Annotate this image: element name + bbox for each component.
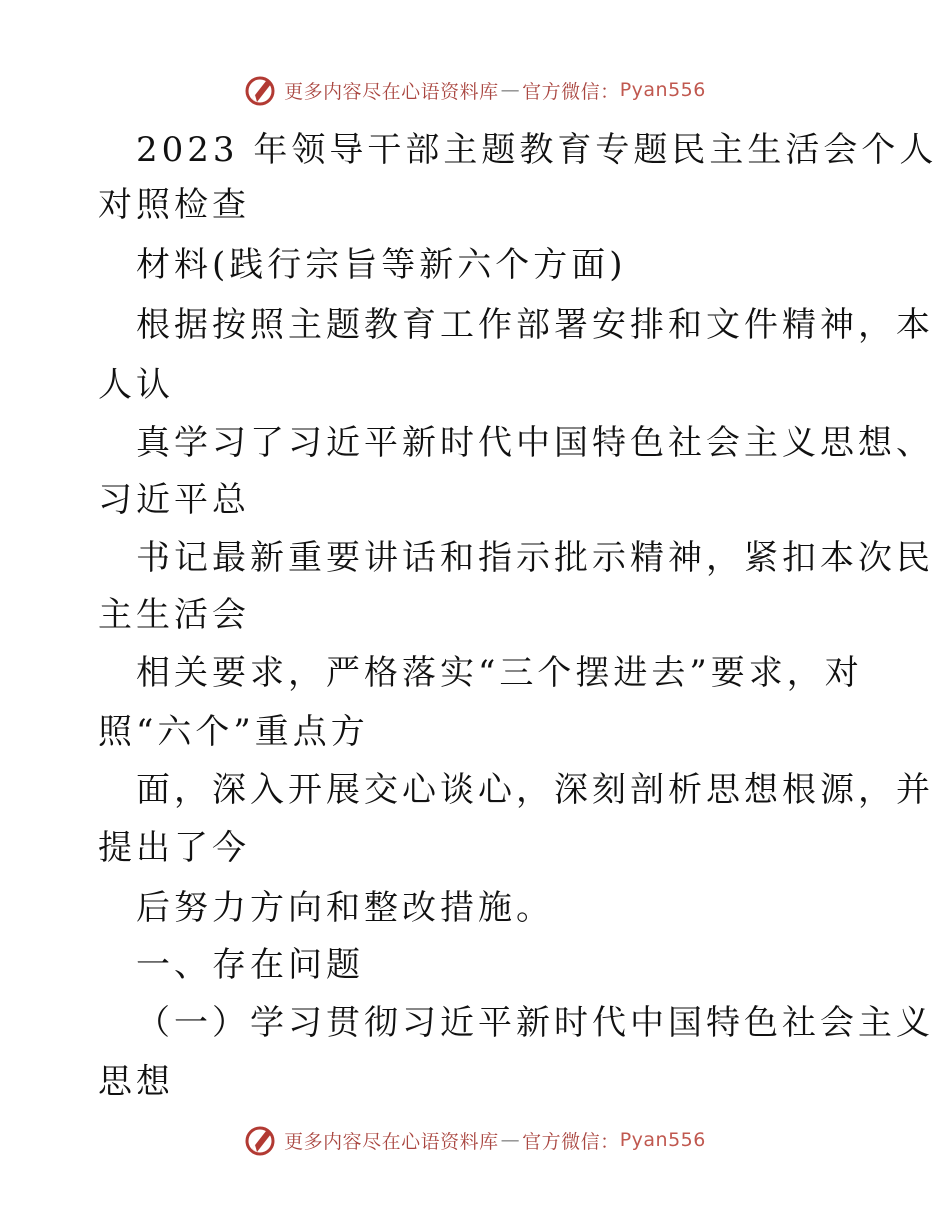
- paragraph-line: 提出了今: [98, 828, 250, 868]
- paragraph-line: 人认: [98, 365, 174, 405]
- doc-title-line-1: 2023 年领导干部主题教育专题民主生活会个人: [136, 130, 938, 170]
- subsection-heading: （一）学习贯彻习近平新时代中国特色社会主义: [136, 1003, 934, 1043]
- watermark-header: [0, 72, 950, 108]
- doc-title-line-3: 材料(践行宗旨等新六个方面): [136, 245, 627, 285]
- paragraph-line: 主生活会: [98, 595, 250, 635]
- watermark-separator: —: [500, 79, 521, 101]
- watermark-text: 更多内容尽在心语资料库: [284, 80, 499, 103]
- paragraph-line: 根据按照主题教育工作部署安排和文件精神，本: [136, 305, 934, 345]
- paragraph-line: 真学习了习近平新时代中国特色社会主义思想、: [136, 423, 934, 463]
- watermark-official: 官方微信：: [522, 1130, 620, 1153]
- paragraph-line: 面，深入开展交心谈心，深刻剖析思想根源，并: [136, 770, 934, 810]
- watermark-separator: —: [500, 1129, 521, 1151]
- section-heading: 一、存在问题: [136, 945, 364, 985]
- watermark-text: 更多内容尽在心语资料库: [284, 1130, 499, 1153]
- subsection-heading-cont: 思想: [98, 1062, 174, 1102]
- paragraph-line: 后努力方向和整改措施。: [136, 888, 554, 928]
- paragraph-line: 习近平总: [98, 480, 250, 520]
- pen-logo-icon: [244, 1123, 278, 1157]
- watermark-footer: [0, 1122, 950, 1158]
- paragraph-line: 照“六个”重点方: [98, 712, 369, 752]
- pen-logo-icon: [244, 73, 278, 107]
- watermark-official: 官方微信：: [522, 80, 620, 103]
- paragraph-line: 相关要求，严格落实“三个摆进去”要求，对: [136, 653, 863, 693]
- doc-title-line-2: 对照检查: [98, 185, 250, 225]
- watermark-wechat-id: Pyan556: [619, 1129, 706, 1151]
- paragraph-line: 书记最新重要讲话和指示批示精神，紧扣本次民: [136, 538, 934, 578]
- watermark-wechat-id: Pyan556: [619, 79, 706, 101]
